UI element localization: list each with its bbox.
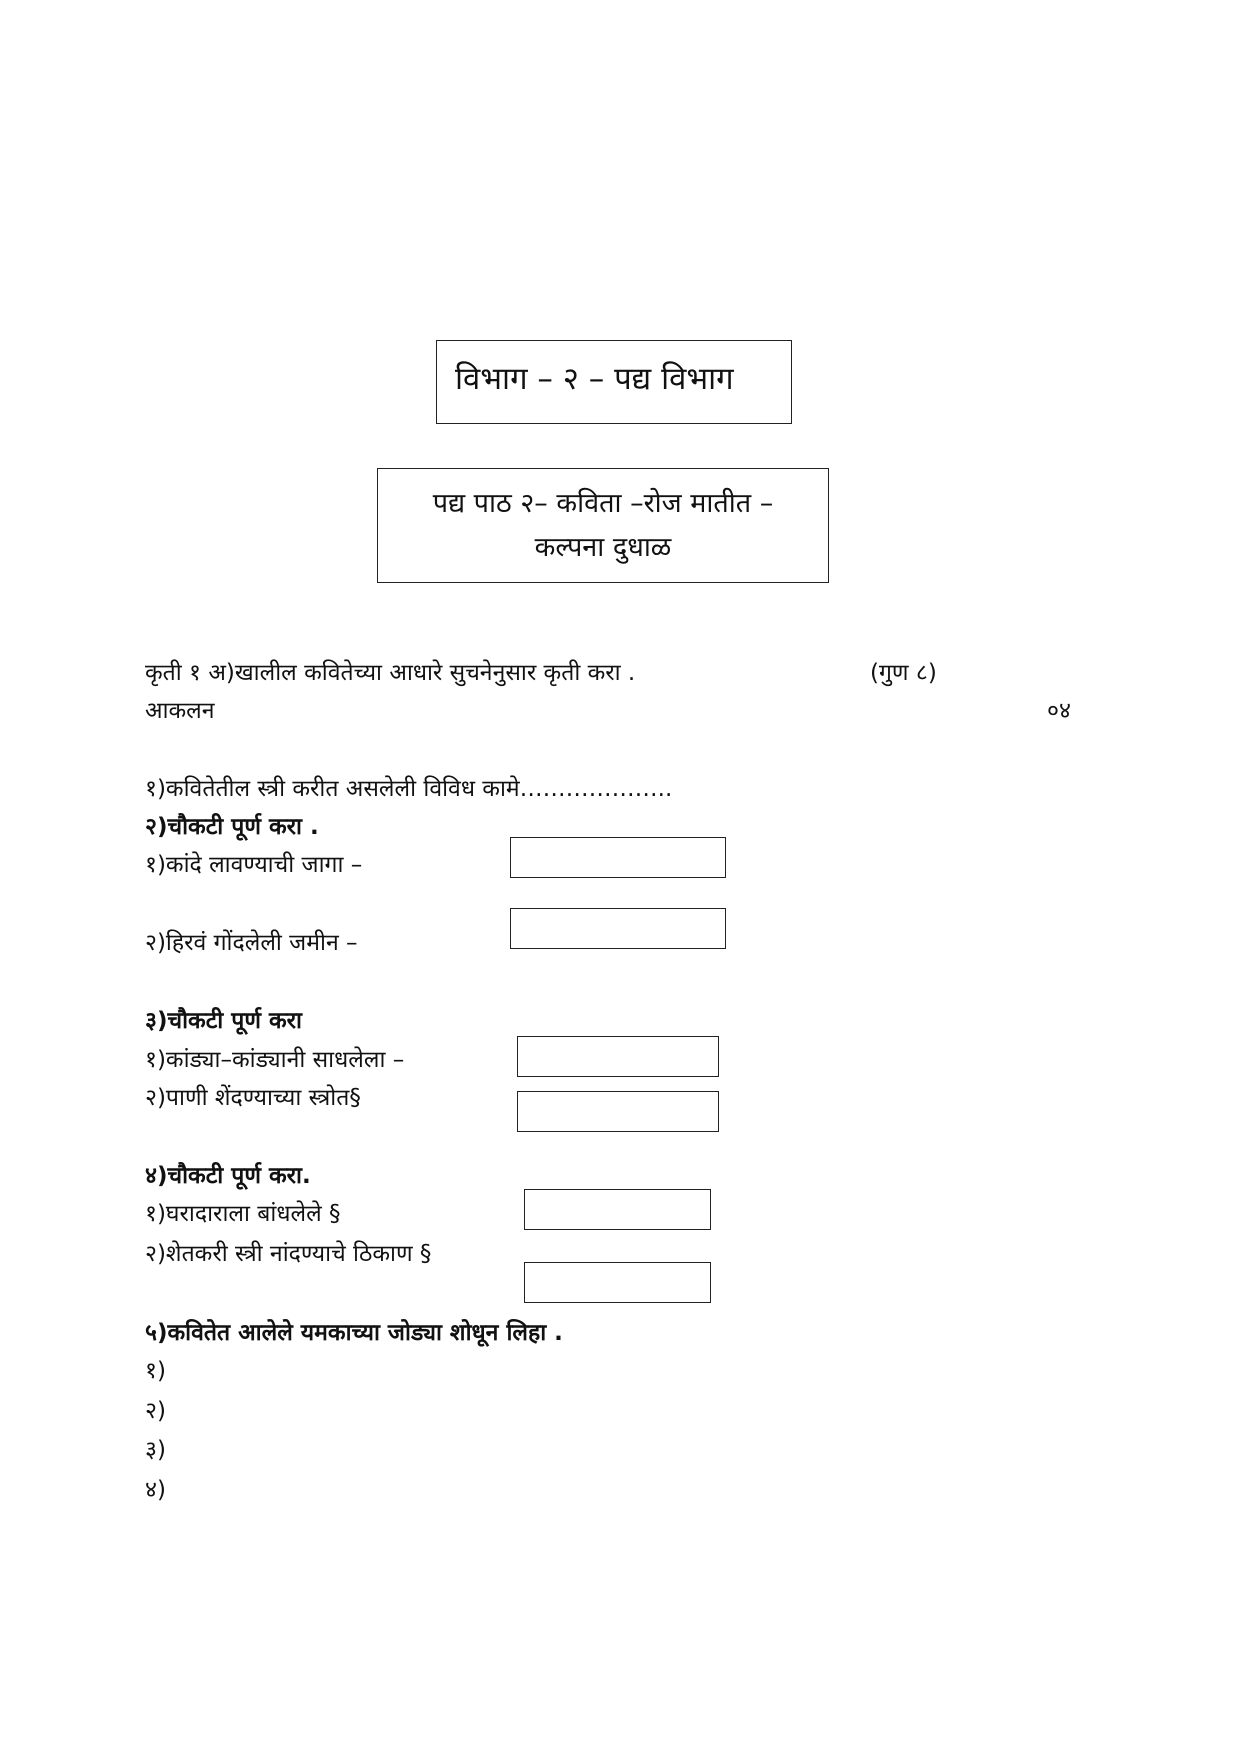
answer-box-4-2[interactable]: [524, 1262, 711, 1303]
question-1: १)कवितेतील स्त्री करीत असलेली विविध कामे………………..: [145, 776, 673, 802]
question-5-item-4: ४): [145, 1477, 166, 1503]
question-2-item-2: २)हिरवं गोंदलेली जमीन –: [145, 930, 358, 956]
question-3-heading: ३)चौकटी पूर्ण करा: [145, 1008, 302, 1034]
question-5-heading: ५)कवितेत आलेले यमकाच्या जोड्या शोधून लिहा .: [145, 1320, 563, 1346]
answer-box-2-2[interactable]: [510, 908, 726, 949]
answer-box-4-1[interactable]: [524, 1189, 711, 1230]
lesson-title: पद्य पाठ २– कविता –रोज मातीत –: [432, 488, 774, 519]
answer-box-3-1[interactable]: [517, 1036, 719, 1077]
question-5-item-1: १): [145, 1358, 166, 1384]
activity-type: आकलन: [145, 698, 215, 724]
answer-box-2-1[interactable]: [510, 837, 726, 878]
activity-marks: (गुण ८): [870, 660, 937, 686]
question-2-heading: २)चौकटी पूर्ण करा .: [145, 814, 319, 840]
question-2-item-1: १)कांदे लावण्याची जागा –: [145, 852, 363, 878]
lesson-title-box: [377, 468, 829, 583]
question-3-item-1: १)कांड्या–कांड्यानी साधलेला –: [145, 1047, 405, 1073]
question-4-item-1: १)घरादाराला बांधलेले §: [145, 1201, 341, 1227]
question-4-item-2: २)शेतकरी स्त्री नांदण्याचे ठिकाण §: [145, 1241, 432, 1267]
question-5-item-2: २): [145, 1398, 166, 1424]
answer-box-3-2[interactable]: [517, 1091, 719, 1132]
section-title-box: [436, 340, 792, 424]
question-5-item-3: ३): [145, 1437, 166, 1463]
activity-points: ०४: [1047, 698, 1071, 724]
lesson-author: कल्पना दुधाळ: [534, 532, 672, 563]
question-4-heading: ४)चौकटी पूर्ण करा.: [145, 1163, 311, 1189]
question-3-item-2: २)पाणी शेंदण्याच्या स्त्रोत§: [145, 1085, 361, 1111]
activity-heading: कृती १ अ)खालील कवितेच्या आधारे सुचनेनुसार कृती करा .: [145, 660, 636, 686]
section-title: विभाग – २ – पद्य विभाग: [455, 361, 734, 397]
